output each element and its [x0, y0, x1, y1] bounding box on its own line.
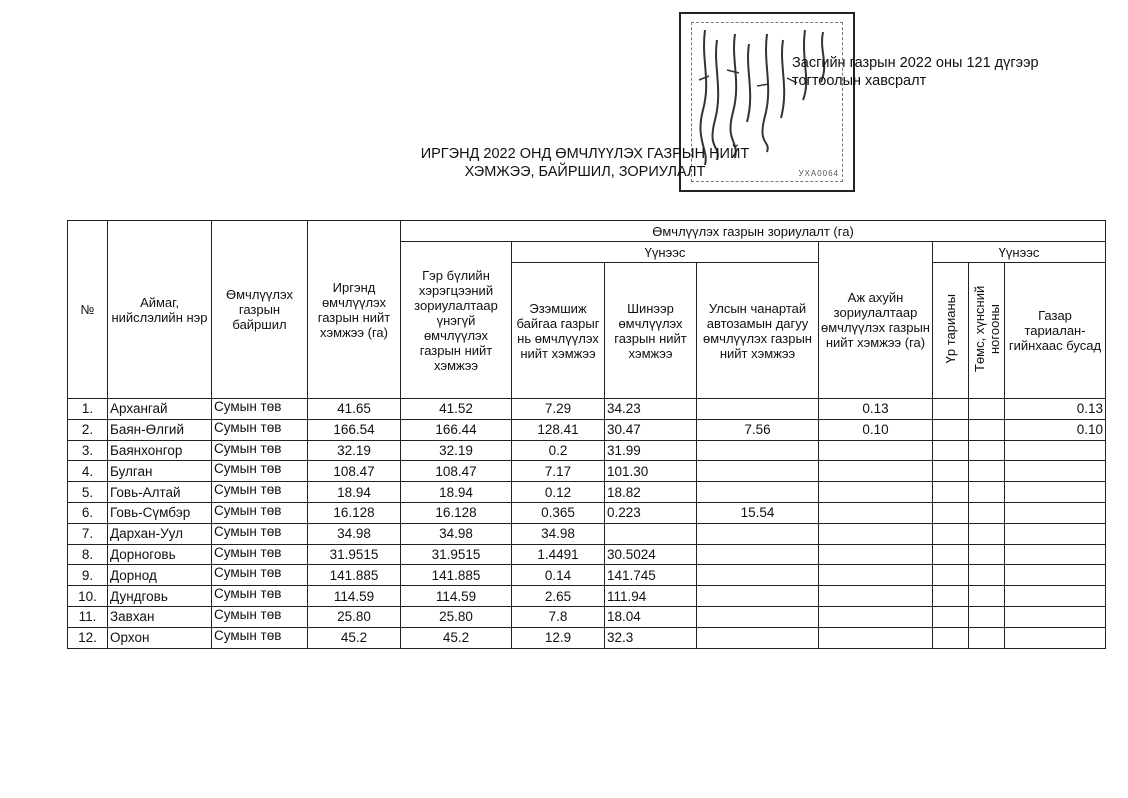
cell-total: 25.80	[308, 606, 401, 627]
table-row	[68, 565, 1106, 586]
cell-business	[819, 606, 933, 627]
cell-highway	[697, 399, 819, 420]
table-row	[68, 399, 1106, 420]
header-potato: Төмс, хүнсний ногооны	[971, 285, 1002, 373]
cell-potato	[969, 502, 1005, 523]
cell-location: Сумын төв	[212, 482, 308, 503]
cell-new: 141.745	[605, 565, 697, 586]
cell-possessed: 0.2	[512, 440, 605, 461]
cell-aimag: Орхон	[108, 627, 212, 648]
header-potato-cell	[969, 263, 1005, 399]
cell-other	[1005, 523, 1106, 544]
cell-no: 3.	[68, 440, 108, 461]
cell-other	[1005, 461, 1106, 482]
cell-no: 6.	[68, 502, 108, 523]
cell-possessed: 0.365	[512, 502, 605, 523]
cell-potato	[969, 440, 1005, 461]
cell-aimag: Архангай	[108, 399, 212, 420]
header-highway: Улсын чанартай автозамын дагуу өмчлүүлэх газрын нийт хэмжээ	[697, 263, 819, 399]
cell-location: Сумын төв	[212, 544, 308, 565]
cell-grain	[933, 419, 969, 440]
cell-possessed: 7.29	[512, 399, 605, 420]
header-other: Газар тариалан-гийнхаас бусад	[1005, 263, 1106, 399]
cell-highway: 15.54	[697, 502, 819, 523]
cell-new: 30.47	[605, 419, 697, 440]
cell-business	[819, 523, 933, 544]
cell-location: Сумын төв	[212, 606, 308, 627]
cell-aimag: Баян-Өлгий	[108, 419, 212, 440]
cell-household: 166.44	[401, 419, 512, 440]
cell-potato	[969, 523, 1005, 544]
cell-total: 166.54	[308, 419, 401, 440]
cell-location: Сумын төв	[212, 627, 308, 648]
cell-total: 31.9515	[308, 544, 401, 565]
cell-grain	[933, 482, 969, 503]
cell-business	[819, 586, 933, 607]
cell-aimag: Говь-Алтай	[108, 482, 212, 503]
cell-business	[819, 544, 933, 565]
cell-other	[1005, 586, 1106, 607]
cell-business: 0.13	[819, 399, 933, 420]
cell-household: 41.52	[401, 399, 512, 420]
cell-household: 32.19	[401, 440, 512, 461]
cell-potato	[969, 461, 1005, 482]
cell-grain	[933, 565, 969, 586]
cell-household: 31.9515	[401, 544, 512, 565]
cell-new: 32.3	[605, 627, 697, 648]
cell-no: 12.	[68, 627, 108, 648]
header-total: Иргэнд өмчлүүлэх газрын нийт хэмжээ (га)	[308, 221, 401, 399]
cell-location: Сумын төв	[212, 502, 308, 523]
cell-highway	[697, 523, 819, 544]
cell-grain	[933, 502, 969, 523]
cell-household: 141.885	[401, 565, 512, 586]
cell-new: 30.5024	[605, 544, 697, 565]
cell-household: 25.80	[401, 606, 512, 627]
cell-business	[819, 565, 933, 586]
cell-potato	[969, 399, 1005, 420]
cell-total: 114.59	[308, 586, 401, 607]
cell-no: 2.	[68, 419, 108, 440]
cell-potato	[969, 627, 1005, 648]
cell-no: 11.	[68, 606, 108, 627]
cell-grain	[933, 544, 969, 565]
cell-possessed: 12.9	[512, 627, 605, 648]
table-row	[68, 482, 1106, 503]
cell-other	[1005, 502, 1106, 523]
cell-other	[1005, 606, 1106, 627]
table-row	[68, 586, 1106, 607]
document-title	[360, 145, 810, 181]
cell-new: 101.30	[605, 461, 697, 482]
cell-business: 0.10	[819, 419, 933, 440]
table-body	[68, 399, 1106, 649]
header-grain: Үр тарианы	[943, 294, 958, 364]
cell-new: 18.04	[605, 606, 697, 627]
cell-aimag: Дорнод	[108, 565, 212, 586]
cell-business	[819, 482, 933, 503]
cell-new	[605, 523, 697, 544]
header-household: Гэр бүлийн хэрэгцээний зориулалтаар үнэгүй өмчлүүлэх газрын нийт хэмжээ	[401, 242, 512, 399]
cell-grain	[933, 586, 969, 607]
cell-location: Сумын төв	[212, 440, 308, 461]
cell-business	[819, 502, 933, 523]
cell-household: 16.128	[401, 502, 512, 523]
cell-household: 108.47	[401, 461, 512, 482]
cell-grain	[933, 399, 969, 420]
cell-location: Сумын төв	[212, 523, 308, 544]
cell-highway	[697, 482, 819, 503]
cell-aimag: Завхан	[108, 606, 212, 627]
cell-highway	[697, 565, 819, 586]
cell-aimag: Баянхонгор	[108, 440, 212, 461]
header-aimag: Аймаг, нийслэлийн нэр	[108, 221, 212, 399]
cell-possessed: 7.8	[512, 606, 605, 627]
cell-total: 45.2	[308, 627, 401, 648]
cell-total: 108.47	[308, 461, 401, 482]
header-business: Аж ахуйн зориулалтаар өмчлүүлэх газрын нийт хэмжээ (га)	[819, 242, 933, 399]
title-line-1: ИРГЭНД 2022 ОНД ӨМЧЛҮҮЛЭХ ГАЗРЫН НИЙТ	[420, 146, 750, 162]
cell-household: 45.2	[401, 627, 512, 648]
cell-new: 31.99	[605, 440, 697, 461]
cell-highway	[697, 461, 819, 482]
cell-no: 10.	[68, 586, 108, 607]
cell-total: 16.128	[308, 502, 401, 523]
cell-highway	[697, 627, 819, 648]
cell-grain	[933, 440, 969, 461]
cell-household: 18.94	[401, 482, 512, 503]
header-no: №	[68, 221, 108, 399]
cell-no: 7.	[68, 523, 108, 544]
cell-possessed: 7.17	[512, 461, 605, 482]
cell-aimag: Говь-Сүмбэр	[108, 502, 212, 523]
cell-business	[819, 627, 933, 648]
cell-total: 141.885	[308, 565, 401, 586]
cell-household: 34.98	[401, 523, 512, 544]
cell-total: 41.65	[308, 399, 401, 420]
cell-aimag: Булган	[108, 461, 212, 482]
table-row	[68, 544, 1106, 565]
cell-possessed: 0.14	[512, 565, 605, 586]
header-new: Шинээр өмчлүүлэх газрын нийт хэмжээ	[605, 263, 697, 399]
table-row	[68, 627, 1106, 648]
cell-possessed: 128.41	[512, 419, 605, 440]
cell-household: 114.59	[401, 586, 512, 607]
header-possessed: Эзэмшиж байгаа газрыг нь өмчлүүлэх нийт хэмжээ	[512, 263, 605, 399]
land-allocation-table	[67, 220, 1106, 649]
cell-new: 111.94	[605, 586, 697, 607]
cell-no: 9.	[68, 565, 108, 586]
cell-no: 4.	[68, 461, 108, 482]
cell-highway	[697, 544, 819, 565]
cell-grain	[933, 461, 969, 482]
header-grain-cell	[933, 263, 969, 399]
cell-other: 0.10	[1005, 419, 1106, 440]
cell-highway: 7.56	[697, 419, 819, 440]
cell-new: 18.82	[605, 482, 697, 503]
cell-no: 8.	[68, 544, 108, 565]
cell-possessed: 2.65	[512, 586, 605, 607]
cell-aimag: Дархан-Уул	[108, 523, 212, 544]
cell-no: 5.	[68, 482, 108, 503]
cell-location: Сумын төв	[212, 399, 308, 420]
annex-line-1: Засгийн газрын 2022 оны 121 дүгээр	[792, 55, 1039, 71]
header-location: Өмчлүүлэх газрын байршил	[212, 221, 308, 399]
cell-possessed: 0.12	[512, 482, 605, 503]
cell-other	[1005, 544, 1106, 565]
cell-potato	[969, 419, 1005, 440]
cell-other	[1005, 565, 1106, 586]
cell-potato	[969, 586, 1005, 607]
cell-aimag: Дундговь	[108, 586, 212, 607]
table-row	[68, 461, 1106, 482]
cell-potato	[969, 482, 1005, 503]
cell-location: Сумын төв	[212, 586, 308, 607]
cell-highway	[697, 586, 819, 607]
annex-line-2: тогтоолын хавсралт	[792, 73, 927, 89]
cell-highway	[697, 440, 819, 461]
cell-no: 1.	[68, 399, 108, 420]
cell-potato	[969, 606, 1005, 627]
header-of-which-1: Үүнээс	[512, 242, 819, 263]
table-header	[68, 221, 1106, 399]
table-row	[68, 523, 1106, 544]
cell-possessed: 1.4491	[512, 544, 605, 565]
cell-grain	[933, 606, 969, 627]
cell-location: Сумын төв	[212, 461, 308, 482]
header-purpose: Өмчлүүлэх газрын зориулалт (га)	[401, 221, 1106, 242]
cell-grain	[933, 523, 969, 544]
cell-location: Сумын төв	[212, 419, 308, 440]
title-line-2: ХЭМЖЭЭ, БАЙРШИЛ, ЗОРИУЛАЛТ	[464, 164, 706, 180]
cell-potato	[969, 544, 1005, 565]
table-row	[68, 440, 1106, 461]
cell-new: 0.223	[605, 502, 697, 523]
cell-possessed: 34.98	[512, 523, 605, 544]
cell-other	[1005, 482, 1106, 503]
cell-location: Сумын төв	[212, 565, 308, 586]
table-row	[68, 419, 1106, 440]
cell-highway	[697, 606, 819, 627]
cell-business	[819, 440, 933, 461]
table-row	[68, 502, 1106, 523]
cell-total: 32.19	[308, 440, 401, 461]
table-row	[68, 606, 1106, 627]
cell-other	[1005, 627, 1106, 648]
stamp-code: УХА0064	[798, 169, 839, 178]
cell-potato	[969, 565, 1005, 586]
cell-grain	[933, 627, 969, 648]
cell-other: 0.13	[1005, 399, 1106, 420]
cell-new: 34.23	[605, 399, 697, 420]
cell-total: 18.94	[308, 482, 401, 503]
header-of-which-2: Үүнээс	[933, 242, 1106, 263]
cell-business	[819, 461, 933, 482]
cell-total: 34.98	[308, 523, 401, 544]
cell-other	[1005, 440, 1106, 461]
annex-note	[792, 54, 1039, 90]
cell-aimag: Дорноговь	[108, 544, 212, 565]
